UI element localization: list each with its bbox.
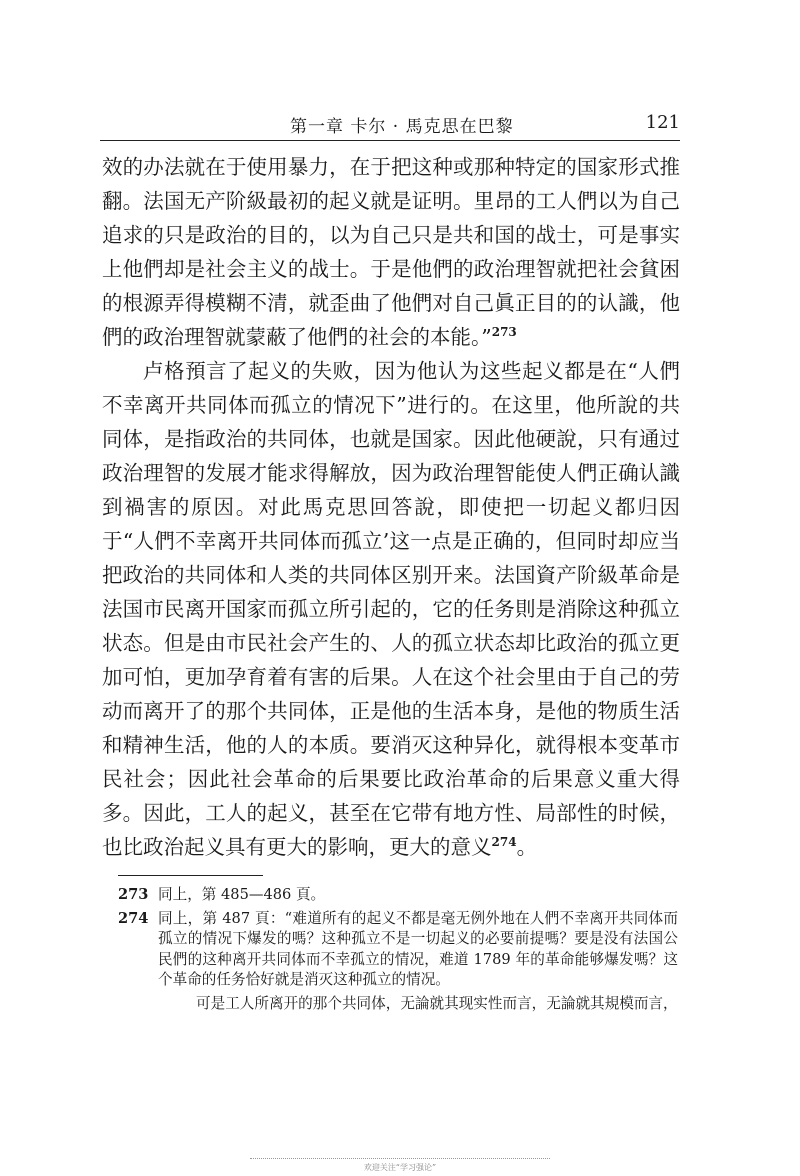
paragraph-end-punctuation: 。 xyxy=(516,835,538,859)
reference-marker: 274 xyxy=(491,835,517,849)
header-rule xyxy=(100,140,680,141)
paragraph-text: 效的办法就在于使用暴力，在于把这种或那种特定的国家形式推翻。法国无产阶級最初的起义就是证明。里昂的工人們以为自己追求的只是政治的目的，以为自己只是共和国的战士，可是事实上他們却是社会主义的战士。于是他們的政治理智就把社会貧困的根源弄得模糊不清，就歪曲了他們对自己眞正目的的认識，他們的政治理智就蒙蔽了他們的社会的本能。” xyxy=(102,155,680,349)
paragraph-text: 卢格預言了起义的失败，因为他认为这些起义都是在“人們不幸离开共同体而孤立的情况下”进行的。在这里，他所說的共同体，是指政治的共同体，也就是国家。因此他硬說，只有通过政治理智的发展才能求得解放，因为政治理智能使人們正确认識到禍害的原因。对此馬克思回答說，即使把一切起义都归因于“人們不幸离开共同体而孤立’这一点是正确的，但同时却应当把政治的共同体和人类的共同体区别开来。法国資产阶級革命是法国市民离开国家而孤立所引起的，它的任务則是消除这种孤立状态。但是由市民社会产生的、人的孤立状态却比政治的孤立更加可怕，更加孕育着有害的后果。人在这个社会里由于自己的劳动而离开了的那个共同体，正是他的生活本身，是他的物质生活和精神生活，他的人的本质。要消灭这种异化，就得根本变革市民社会；因此社会革命的后果要比政治革命的后果意义重大得多。因此，工人的起义，甚至在它带有地方性、局部性的时候，也比政治起义具有更大的影响，更大的意义 xyxy=(102,359,680,859)
watermark: 欢迎关注“学习强论” xyxy=(363,1163,437,1172)
footnote-text: 同上，第 485—486 頁。 xyxy=(158,886,326,903)
bottom-dotted-rule xyxy=(250,1158,550,1159)
footnote-rule xyxy=(118,875,263,876)
footnote-number: 273 xyxy=(118,886,149,903)
paragraph xyxy=(102,354,680,864)
footnotes xyxy=(118,885,678,1014)
footnote-text: 同上，第 487 頁：“难道所有的起义不都是毫无例外地在人們不幸离开共同体而孤立的情况下爆发的嗎？这种孤立不是一切起义的必要前提嗎？要是没有法国公民們的这种离开共同体而不幸孤立的情况，难道 1789 年的革命能够爆发嗎？这个革命的任务恰好就是消灭这种孤立的情况。 xyxy=(158,909,678,988)
footnote xyxy=(118,885,678,906)
footnote xyxy=(118,909,678,991)
reference-marker: 273 xyxy=(491,325,517,339)
chapter-title: 第一章 卡尔 · 馬克思在巴黎 xyxy=(290,117,514,137)
main-text xyxy=(102,150,680,864)
footnote-continuation: 可是工人所离开的那个共同体，无論就其现实性而言，无論就其規模而言， xyxy=(196,994,678,1012)
paragraph-continued xyxy=(102,150,680,354)
page-number: 121 xyxy=(645,112,680,133)
running-header xyxy=(100,112,680,136)
footnote-number: 274 xyxy=(118,909,149,927)
